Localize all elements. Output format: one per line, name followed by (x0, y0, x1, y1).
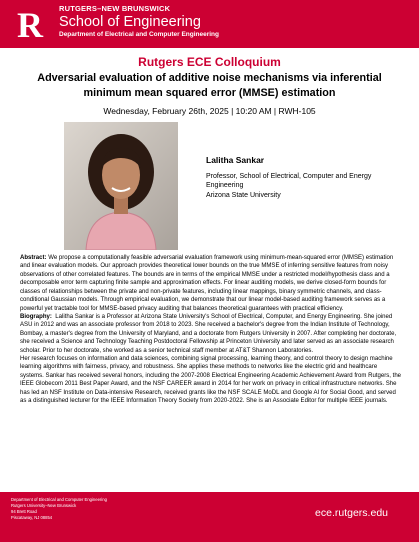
address-line: Department of Electrical and Computer Engineering (11, 497, 107, 502)
biography-text: Lalitha Sankar is a Professor at Arizona State University's School of Electrical, Computer, and Energy Engineering. She joined ASU in 2012 and was an associate professor from 2018 to 2023. She received a bachelor's degree from the Indian Institute of Technology, Bombay, a master's degree from the University of Maryland, and a doctorate from Rutgers University in 2007. After completing her doctorate, she received a Science and Technology Teaching Postdoctoral Fellowship at Princeton University and later served as an associate research scholar. Prior to her doctorate, she worked as a senior technical staff member at AT&T Shannon Laboratories. (20, 313, 397, 354)
abstract-label: Abstract: (20, 255, 47, 261)
footer-address (11, 497, 107, 521)
speaker-affiliation: Arizona State University (206, 191, 281, 199)
speaker-photo (64, 122, 178, 250)
svg-text:R: R (17, 9, 43, 39)
website-link[interactable]: ece.rutgers.edu (315, 507, 388, 519)
footer-banner (0, 492, 419, 542)
speaker-name: Lalitha Sankar (206, 155, 265, 165)
institution-name: RUTGERS–NEW BRUNSWICK (59, 4, 171, 13)
event-series: Rutgers ECE Colloquium (138, 55, 281, 69)
school-name: School of Engineering (59, 13, 201, 30)
speaker-info (206, 156, 406, 200)
abstract-text: We propose a computationally feasible adversarial evaluation framework using minimum-mean-squared error (MMSE) estimation and linear evaluation models. Our approach provides theoretical lower bounds on the true MMSE of inferring sensitive features from noisy observations of other correlated features. The bounds are in terms of the empirical MMSE under a restricted model/hypothesis class and a decomposable error term capturing finite sample and approximation effects. For linear auditing models, we derive closed-form bounds for classes of relationships between the private and non-private features, including linear mappings, binary symmetric channels, and class-conditional Gaussian models. Through empirical evaluation, we demonstrate that our linear model-based auditing framework serves as a powerful yet tractable tool for MMSE-based privacy auditing that balances theoretical guarantees with practical efficiency. (20, 255, 394, 312)
department-name: Department of Electrical and Computer Engineering (59, 31, 219, 38)
address-line: Piscataway, NJ 08854 (11, 515, 53, 520)
biography-paragraph (20, 313, 402, 355)
research-paragraph: Her research focuses on information and data sciences, combining signal processing, learning theory, and control theory to design machine learning algorithms with fairness, privacy, and robustness. She applies these methods to networks like the electric grid and healthcare systems. Sankar has received several honors, including the 2007-2008 Electrical Engineering Academic Achievement Award from Rutgers, the IEEE Globecom 2011 Best Paper Award, and the NSF CAREER award in 2014 for her work on privacy in critical infrastructure networks. She has led an NSF Institute on Data-intensive Research, received grants like the NSF SCALE MoDL and Google AI for Social Good, and served as a distinguished lecturer for the IEEE Information Theory Society from 2020-2022. She is an Associate Editor for multiple IEEE journals. (20, 356, 402, 405)
brand-block (59, 5, 219, 39)
event-datetime: Wednesday, February 26th, 2025 | 10:20 AM | RWH-105 (103, 106, 316, 116)
rutgers-r-logo (11, 9, 49, 39)
biography-label: Biography: (20, 313, 52, 320)
abstract-paragraph (20, 254, 402, 313)
header-banner (0, 0, 419, 48)
address-line: Rutgers University–New Brunswick (11, 503, 77, 508)
talk-details (20, 254, 402, 406)
talk-title: Adversarial evaluation of additive noise mechanisms via inferential minimum mean squared error (MMSE) estimation (37, 72, 382, 99)
address-line: 94 Brett Road (11, 509, 37, 514)
speaker-position: Professor, School of Electrical, Computer and Energy Engineering (206, 172, 372, 190)
